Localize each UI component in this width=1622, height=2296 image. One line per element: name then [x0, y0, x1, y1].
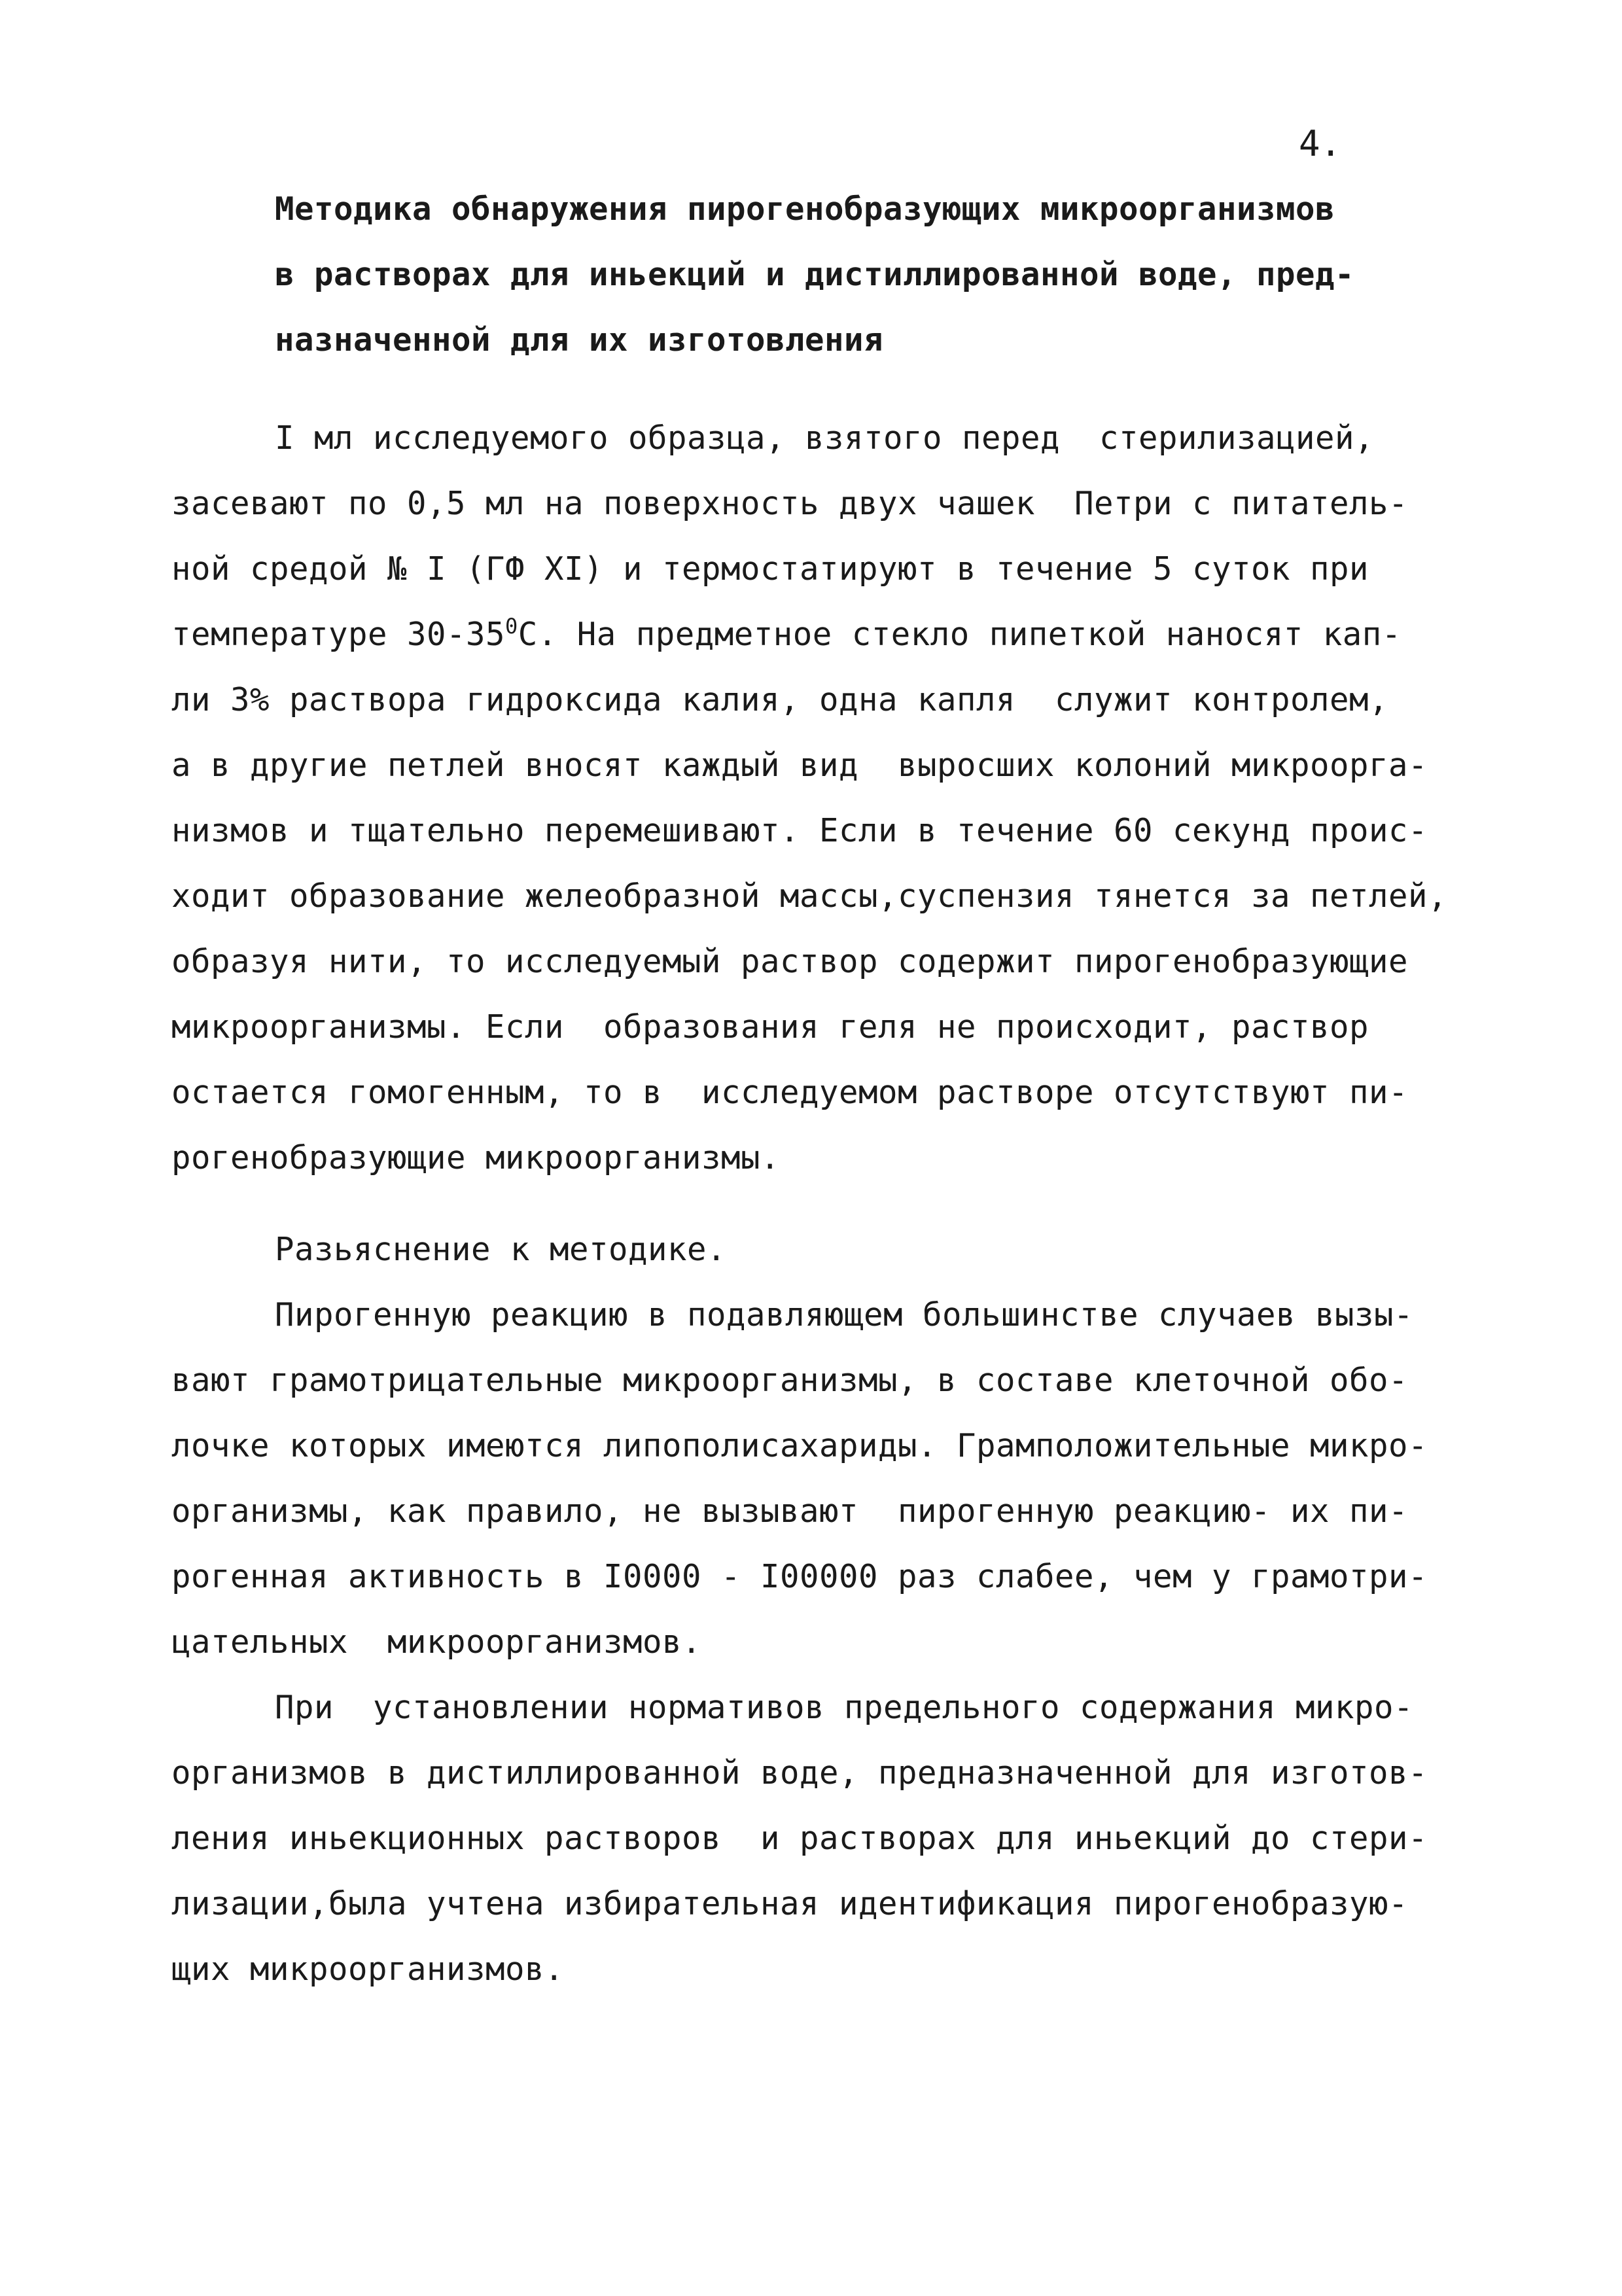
paragraph-line: организмы, как правило, не вызывают пирогенную реакцию- их пи-: [171, 1492, 1409, 1530]
subheading: Разьяснение к методике.: [275, 1231, 727, 1268]
paragraph-line: а в другие петлей вносят каждый вид выросших колоний микроорга-: [171, 747, 1428, 784]
paragraph-line: цательных микроорганизмов.: [171, 1623, 702, 1661]
paragraph-line: микроорганизмы. Если образования геля не происходит, раствор: [171, 1008, 1369, 1046]
paragraph-line-temperature: [171, 615, 1402, 654]
heading-line-3: назначенной для их изготовления: [275, 321, 884, 359]
paragraph-line: рогенная активность в I0000 - I00000 раз слабее, чем у грамотри-: [171, 1558, 1428, 1595]
paragraph-line: рогенобразующие микроорганизмы.: [171, 1139, 781, 1176]
temperature-text: температуре 30-35: [171, 616, 506, 653]
temperature-suffix: С. На предметное стекло пипеткой наносят кап-: [518, 616, 1402, 653]
paragraph-line: образуя нити, то исследуемый раствор содержит пирогенобразующие: [171, 943, 1409, 980]
paragraph-line: Пирогенную реакцию в подавляющем большинстве случаев вызы-: [275, 1296, 1414, 1333]
heading-line-1: Методика обнаружения пирогенобразующих микроорганизмов: [275, 190, 1335, 228]
paragraph-line: ной средой № I (ГФ XI) и термостатируют в течение 5 суток при: [171, 550, 1369, 588]
paragraph-line: При установлении нормативов предельного содержания микро-: [275, 1689, 1414, 1726]
paragraph-line: ли 3% раствора гидроксида калия, одна капля служит контролем,: [171, 681, 1389, 718]
degree-superscript: 0: [505, 614, 518, 639]
paragraph-line: вают грамотрицательные микроорганизмы, в составе клеточной обо-: [171, 1362, 1409, 1399]
paragraph-line: организмов в дистиллированной воде, предназначенной для изготов-: [171, 1754, 1428, 1792]
heading-line-2: в растворах для иньекций и дистиллированной воде, пред-: [275, 256, 1355, 293]
page-number: 4.: [1299, 123, 1342, 164]
paragraph-line: лизации,была учтена избирательная идентификация пирогенобразую-: [171, 1885, 1409, 1922]
paragraph-line: остается гомогенным, то в исследуемом растворе отсутствуют пи-: [171, 1074, 1409, 1111]
paragraph-line: I мл исследуемого образца, взятого перед стерилизацией,: [275, 419, 1375, 457]
paragraph-line: засевают по 0,5 мл на поверхность двух чашек Петри с питатель-: [171, 485, 1409, 522]
paragraph-line: ходит образование желеобразной массы,суспензия тянется за петлей,: [171, 877, 1448, 915]
paragraph-line: щих микроорганизмов.: [171, 1951, 565, 1988]
paragraph-line: лочке которых имеются липополисахариды. Грамположительные микро-: [171, 1427, 1428, 1464]
paragraph-line: низмов и тщательно перемешивают. Если в течение 60 секунд проис-: [171, 812, 1428, 849]
paragraph-line: ления иньекционных растворов и растворах для иньекций до стери-: [171, 1820, 1428, 1857]
